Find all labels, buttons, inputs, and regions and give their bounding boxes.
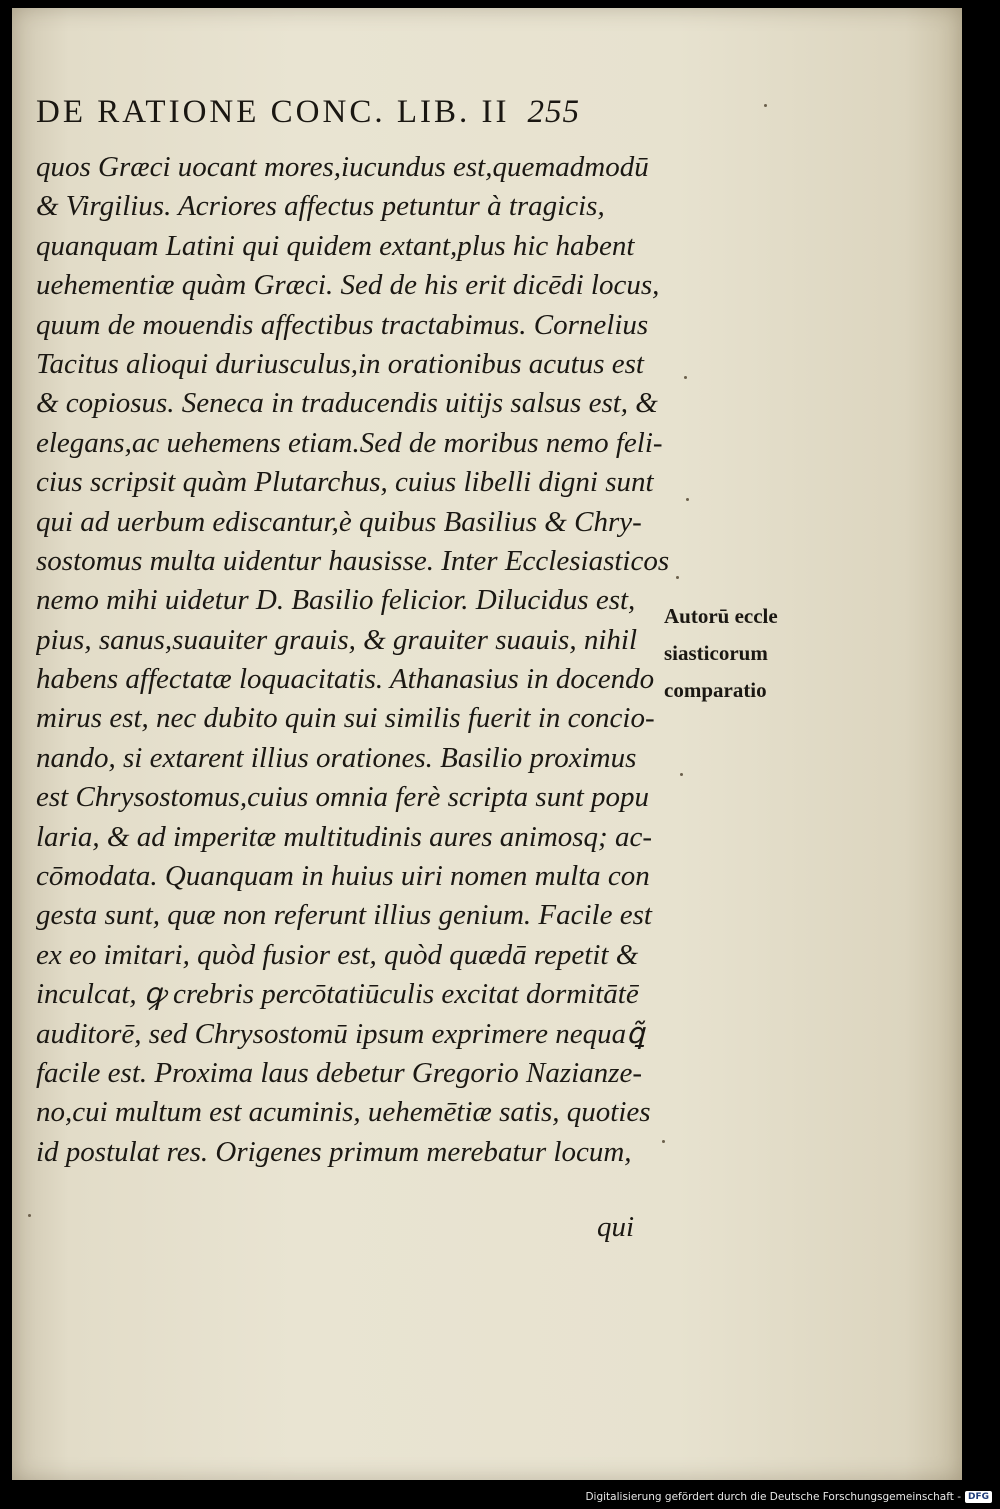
text-line: no,cui multum est acuminis, uehemētiæ satis, quoties (36, 1096, 651, 1129)
paper-speck (28, 1214, 31, 1217)
text-line: nando, si extarent illius orationes. Basilio proximus (36, 741, 637, 774)
paper-speck (764, 104, 767, 107)
body-text (36, 148, 676, 1172)
text-line: uehementiæ quàm Græci. Sed de his erit dicēdi locus, (36, 269, 660, 302)
catchword: qui (597, 1211, 635, 1243)
text-line: gesta sunt, quæ non referunt illius genium. Facile est (36, 899, 652, 932)
paper-speck (662, 1140, 665, 1143)
text-line: ex eo imitari, quòd fusior est, quòd quædā repetit & (36, 938, 639, 971)
text-line: est Chrysostomus,cuius omnia ferè scripta sunt popu (36, 781, 650, 814)
marginal-note-line: comparatio (664, 678, 767, 702)
text-line: Tacitus alioqui duriusculus,in orationibus acutus est (36, 347, 644, 380)
paper-speck (686, 498, 689, 501)
text-line: elegans,ac uehemens etiam.Sed de moribus nemo feli- (36, 426, 663, 459)
digitization-footer (585, 1488, 992, 1506)
paper-speck (676, 576, 679, 579)
text-line: quum de mouendis affectibus tractabimus. Cornelius (36, 308, 649, 341)
text-line: mirus est, nec dubito quin sui similis fuerit in concio- (36, 702, 655, 735)
text-line: inculcat, ꝙ crebris percōtatiūculis excitat dormitātē (36, 978, 639, 1011)
text-line: sostomus multa uidentur hausisse. Inter Ecclesiasticos (36, 544, 670, 577)
paper-speck (684, 376, 687, 379)
paper-speck (680, 773, 683, 776)
marginal-note-line: siasticorum (664, 641, 768, 665)
text-line: facile est. Proxima laus debetur Gregorio Nazianze- (36, 1056, 642, 1089)
running-head (36, 94, 696, 131)
text-line: cōmodata. Quanquam in huius uiri nomen multa con (36, 860, 650, 893)
marginal-note-line: Autorū eccle (664, 604, 778, 628)
text-line: nemo mihi uidetur D. Basilio felicior. Dilucidus est, (36, 584, 636, 617)
book-page (12, 8, 962, 1480)
text-line: quos Græci uocant mores,iucundus est,quemadmodū (36, 151, 649, 183)
text-line: qui ad uerbum ediscantur,è quibus Basilius & Chry- (36, 505, 642, 538)
text-line: laria, & ad imperitæ multitudinis aures animosq; ac- (36, 820, 652, 853)
marginal-note (664, 598, 814, 709)
page-number: 255 (527, 94, 580, 130)
text-line: auditorē, sed Chrysostomū ipsum exprimere nequaꝗ̃ (36, 1017, 645, 1050)
running-head-title: DE RATIONE CONC. LIB. II (36, 94, 510, 130)
dfg-logo-icon: DFG (965, 1491, 992, 1503)
text-line: habens affectatæ loquacitatis. Athanasius in docendo (36, 663, 655, 696)
text-line: cius scripsit quàm Plutarchus, cuius libelli digni sunt (36, 466, 654, 499)
text-line: pius, sanus,suauiter grauis, & grauiter suauis, nihil (36, 623, 638, 656)
text-line: & Virgilius. Acriores affectus petuntur à tragicis, (36, 190, 605, 223)
text-line: quanquam Latini qui quidem extant,plus hic habent (36, 229, 635, 262)
funding-credit: Digitalisierung gefördert durch die Deutsche Forschungsgemeinschaft - (585, 1491, 961, 1503)
text-line: & copiosus. Seneca in traducendis uitijs salsus est, & (36, 387, 658, 420)
text-line: id postulat res. Origenes primum merebatur locum, (36, 1135, 632, 1168)
